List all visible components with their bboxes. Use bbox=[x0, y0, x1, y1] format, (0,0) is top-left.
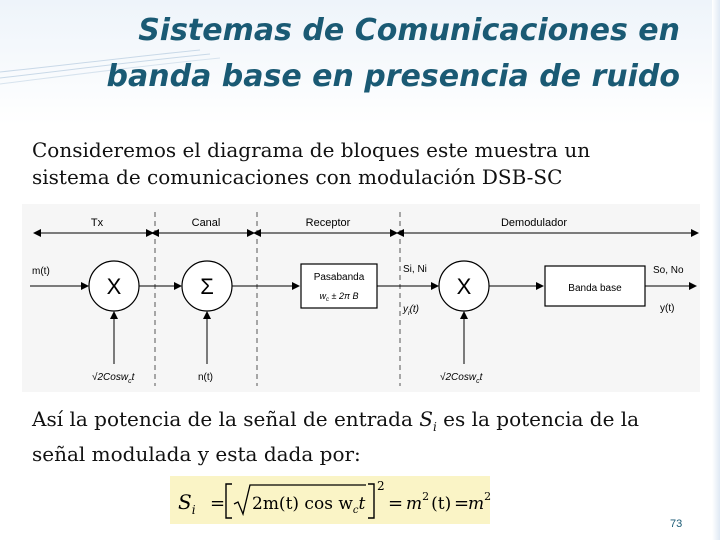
slide-title-line2: banda base en presencia de ruido bbox=[106, 59, 680, 94]
carrier-1-label: √2Cosw$_c$t bbox=[92, 372, 135, 385]
formula-left-bracket bbox=[226, 484, 232, 518]
baseband-label: Banda base bbox=[568, 283, 622, 294]
sum-symbol: Σ bbox=[200, 274, 214, 299]
formula-svg bbox=[170, 476, 490, 524]
multiplier-1-symbol: X bbox=[106, 274, 122, 299]
right-edge-decoration bbox=[712, 0, 720, 540]
formula-sqrt-arg: 2m(t) $\cos w_ct$ bbox=[252, 494, 366, 516]
bandpass-label: Pasabanda bbox=[313, 272, 365, 283]
page-number: 73 bbox=[670, 518, 683, 530]
input-label: m(t) bbox=[32, 266, 50, 277]
si-symbol: $S_i$ bbox=[419, 407, 437, 434]
so-no-label: So, No bbox=[653, 265, 684, 276]
power-line1-post: es la potencia de la bbox=[436, 407, 640, 431]
formula-exp: 2 bbox=[377, 479, 385, 493]
formula-rhs: $m^2$ (t) bbox=[406, 490, 452, 514]
power-line1-pre: Así la potencia de la señal de entrada bbox=[32, 407, 420, 431]
label-canal: Canal bbox=[191, 217, 221, 229]
power-line2: señal modulada y esta dada por: bbox=[32, 442, 361, 466]
block-diagram bbox=[22, 204, 700, 392]
output-label: y(t) bbox=[660, 303, 675, 314]
label-tx: Tx bbox=[90, 217, 104, 229]
formula-lhs: $S_i$ bbox=[178, 490, 196, 517]
power-formula bbox=[170, 476, 490, 524]
formula-eq3: = bbox=[454, 493, 470, 514]
power-paragraph bbox=[32, 406, 692, 468]
yi-label: $y_i(t)$ bbox=[403, 304, 420, 317]
carrier-2-label: √2Cosw$_c$t bbox=[440, 372, 483, 385]
intro-line2: sistema de comunicaciones con modulación DSB-SC bbox=[32, 165, 563, 189]
slide-title-line1: Sistemas de Comunicaciones en bbox=[138, 13, 680, 48]
formula-eq2: = bbox=[388, 493, 404, 514]
formula-right-bracket bbox=[368, 484, 374, 518]
label-receptor: Receptor bbox=[305, 217, 351, 229]
intro-paragraph bbox=[32, 137, 692, 191]
bandpass-band-label: $w_c \pm 2\pi$ B bbox=[319, 291, 359, 303]
formula-rhs2: $m^2$ bbox=[468, 490, 492, 514]
si-ni-label: Si, Ni bbox=[403, 264, 427, 275]
intro-line1: Consideremos el diagrama de bloques este muestra un bbox=[32, 138, 591, 162]
multiplier-2-symbol: X bbox=[456, 274, 472, 299]
bandpass-filter-block bbox=[301, 264, 377, 308]
formula-eq1: = bbox=[210, 493, 226, 514]
label-demodulador: Demodulador bbox=[500, 217, 568, 229]
noise-label: n(t) bbox=[198, 372, 213, 383]
